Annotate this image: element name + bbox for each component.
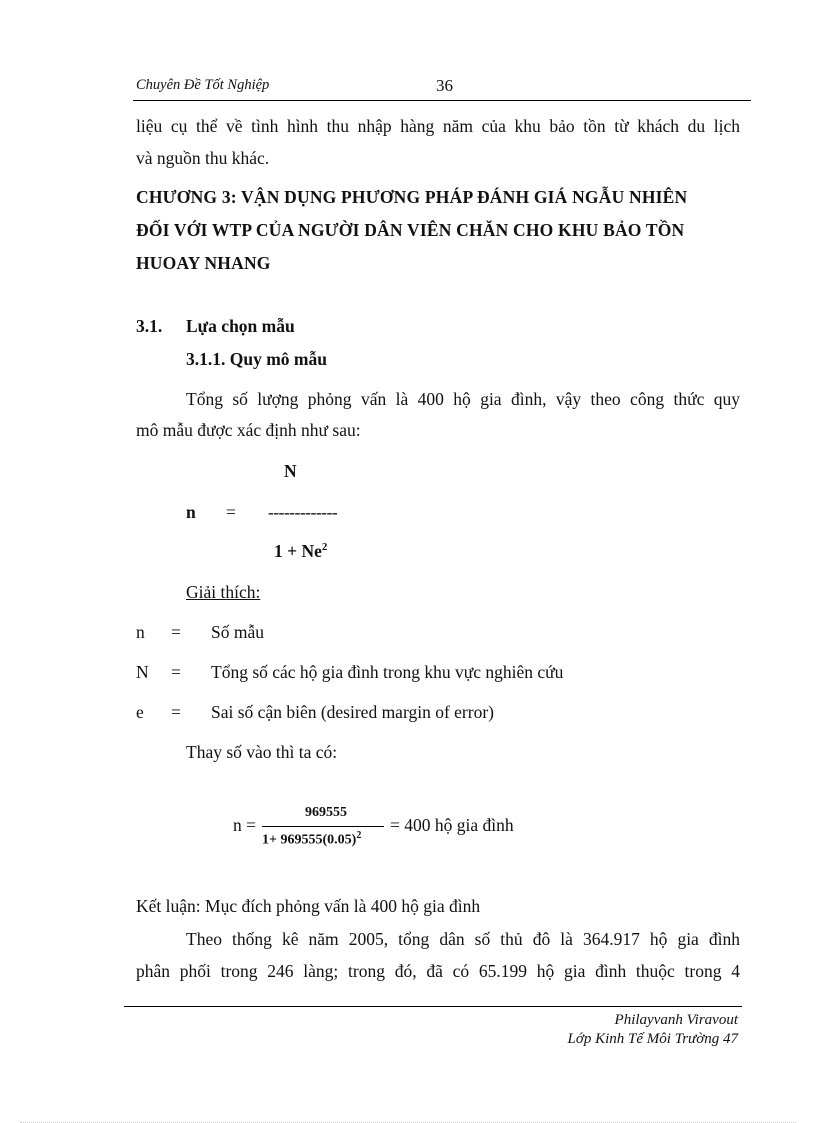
footer-divider	[124, 1006, 742, 1007]
calc-denominator-base: 1+ 969555(0.05)	[262, 832, 357, 848]
chapter-heading-line-1: CHƯƠNG 3: VẬN DỤNG PHƯƠNG PHÁP ĐÁNH GIÁ NGẪU NHIÊN	[136, 187, 688, 207]
definition-text: Tổng số các hộ gia đình trong khu vực nghiên cứu	[211, 662, 564, 682]
formula-denominator-base: 1 + Ne	[274, 541, 322, 561]
chapter-heading-line-3: HUOAY NHANG	[136, 253, 271, 273]
substitute-text: Thay số vào thì ta có:	[186, 742, 338, 762]
calc-denominator	[262, 830, 361, 849]
definition-symbol: e	[136, 702, 144, 722]
paragraph-2-line-2: phân phối trong 246 làng; trong đó, đã có 65.199 hộ gia đình thuộc trong 4	[136, 961, 740, 981]
definition-symbol: n	[136, 622, 145, 642]
header-divider	[133, 100, 751, 101]
header-title: Chuyên Đề Tốt Nghiệp	[136, 77, 270, 93]
formula-denominator	[274, 541, 327, 562]
definition-text: Số mẫu	[211, 622, 264, 642]
formula-lhs: n	[186, 502, 196, 522]
page-number: 36	[436, 76, 453, 95]
definition-symbol: N	[136, 662, 149, 682]
formula-fraction-bar: -------------	[268, 502, 338, 522]
definition-equals: =	[171, 702, 181, 722]
footer-author: Philayvanh Viravout	[614, 1012, 738, 1028]
calc-exponent: 2	[356, 830, 362, 841]
paragraph-1-line-1: Tổng số lượng phỏng vấn là 400 hộ gia đình, vậy theo công thức quy	[186, 389, 740, 409]
subsection-title: 3.1.1. Quy mô mẫu	[186, 349, 327, 369]
intro-line-2: và nguồn thu khác.	[136, 148, 270, 168]
footer-class: Lớp Kinh Tế Môi Trường 47	[567, 1031, 738, 1047]
calc-numerator: 969555	[305, 805, 347, 820]
section-title: Lựa chọn mẫu	[186, 316, 295, 336]
calc-lhs: n =	[233, 815, 256, 835]
intro-line-1: liệu cụ thể về tình hình thu nhập hàng năm của khu bảo tồn từ khách du lịch	[136, 116, 740, 136]
formula-exponent: 2	[321, 541, 328, 554]
explanation-heading: Giải thích:	[186, 582, 261, 602]
conclusion-text: Kết luận: Mục đích phỏng vấn là 400 hộ gia đình	[136, 896, 481, 916]
calc-result: = 400 hộ gia đình	[390, 815, 514, 835]
calc-fraction-bar	[262, 826, 384, 827]
formula-numerator: N	[284, 461, 297, 481]
definition-equals: =	[171, 622, 181, 642]
definition-text: Sai số cận biên (desired margin of error)	[211, 702, 494, 722]
definition-equals: =	[171, 662, 181, 682]
paragraph-1-line-2: mô mẫu được xác định như sau:	[136, 420, 361, 440]
paragraph-2-line-1: Theo thống kê năm 2005, tổng dân số thủ đô là 364.917 hộ gia đình	[186, 929, 740, 949]
chapter-heading-line-2: ĐỐI VỚI WTP CỦA NGƯỜI DÂN VIÊN CHĂN CHO KHU BẢO TỒN	[136, 220, 685, 240]
section-number: 3.1.	[136, 316, 163, 336]
formula-equals: =	[226, 502, 236, 522]
